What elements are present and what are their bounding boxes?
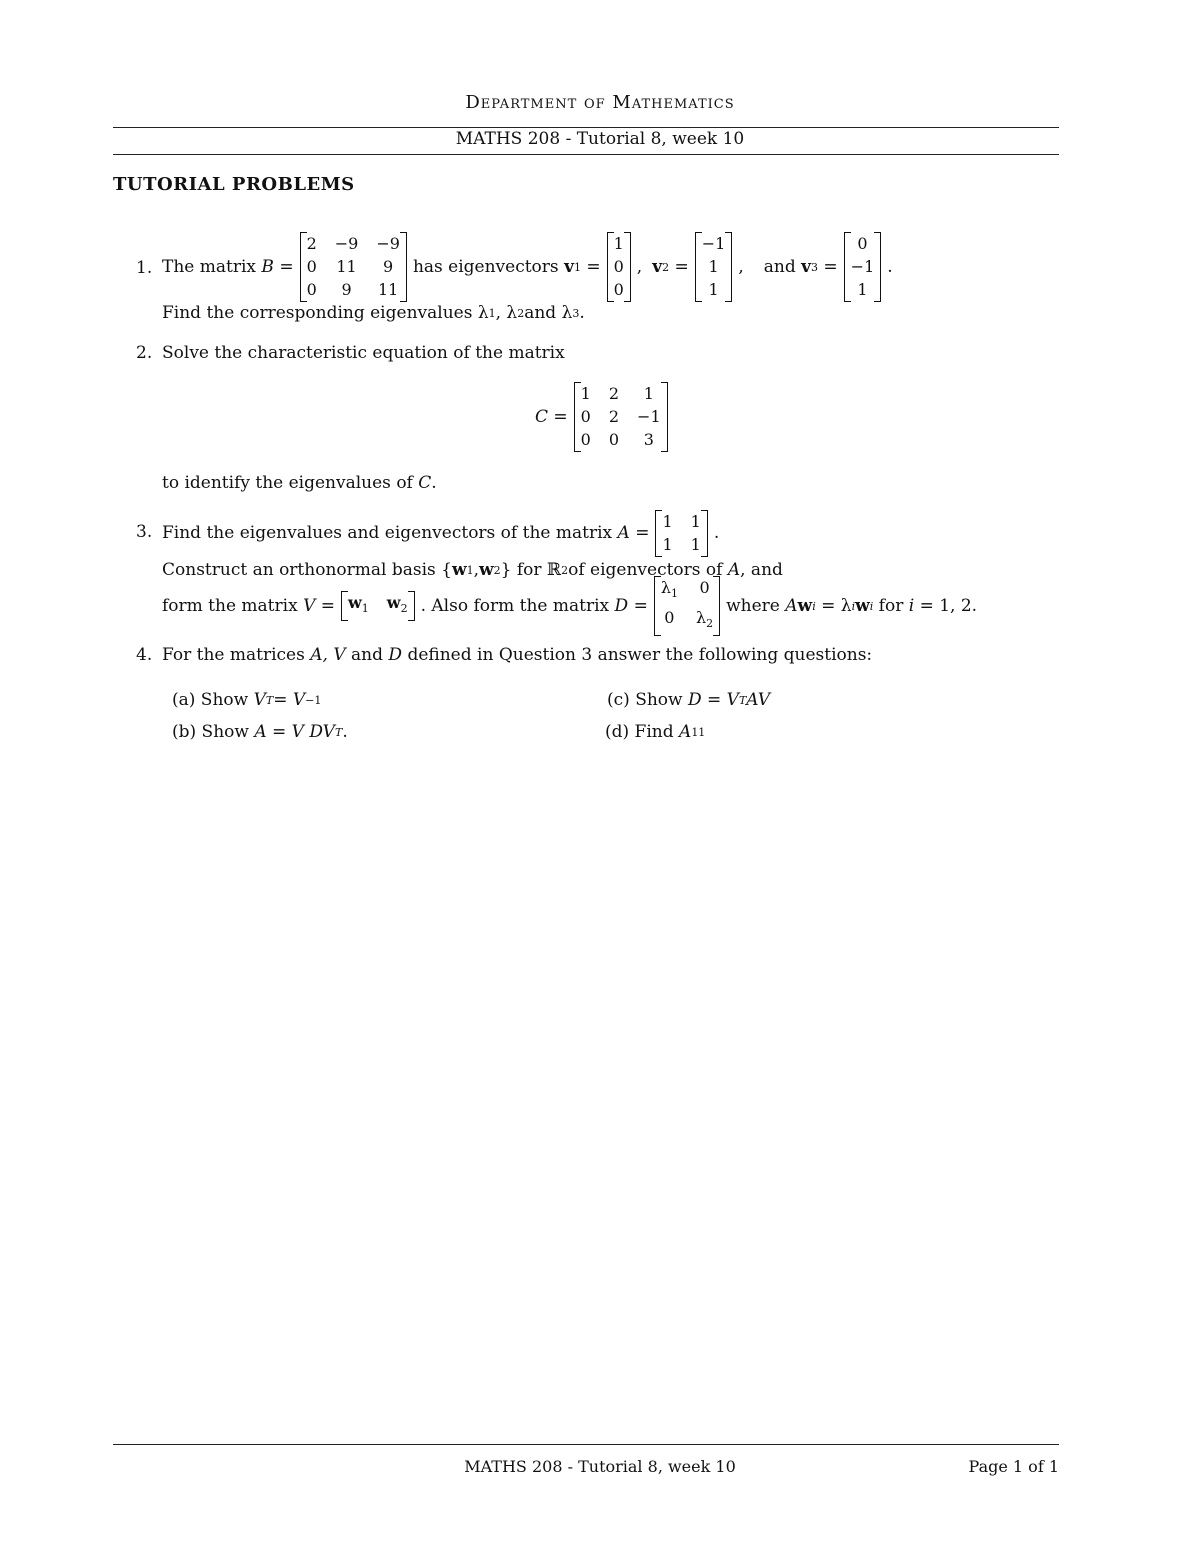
q3-number: 3.	[136, 522, 153, 542]
matrix-a: 1 1 1 1	[655, 511, 707, 556]
q4-part-b: (b) Show A = V DV T .	[172, 722, 348, 742]
q1-line1: The matrix B = 2 −9 −9 0 11 9 0 9 11 has eigenvectors v 1 = 1 0 0 , v 2 = −1 1 1 , and v 3 = 0 −1 1 .	[162, 234, 893, 299]
q3-line1: Find the eigenvalues and eigenvectors of the matrix A = 1 1 1 1 .	[162, 511, 720, 554]
department-header: Department of Mathematics	[465, 92, 735, 113]
q1-line2: Find the corresponding eigenvalues λ 1 , λ 2 and λ 3 .	[162, 303, 585, 323]
footer-course: MATHS 208 - Tutorial 8, week 10	[464, 1457, 736, 1476]
q1-number: 1.	[136, 258, 153, 278]
q2-matrix-line: C = 1 2 1 0 2 −1 0 0 3	[535, 382, 674, 452]
q2-number: 2.	[136, 343, 153, 363]
q2-text: Solve the characteristic equation of the matrix	[162, 343, 565, 363]
q1-intro: The matrix	[162, 257, 256, 277]
matrix-d: $\lambda_1$ 0 0 $\lambda_2$	[654, 577, 720, 634]
footer-rule	[113, 1444, 1059, 1445]
q4-part-d: (d) Find A 11	[605, 722, 706, 742]
q3-line3: form the matrix V = $w_1$ $w_2$ . Also form the matrix D = $\lambda_1$ 0 0 $\lambda_2$ where A w i = λ i w i for i = 1, 2.	[162, 582, 977, 630]
section-title: TUTORIAL PROBLEMS	[113, 174, 355, 195]
matrix-c: 1 2 1 0 2 −1 0 0 3	[574, 383, 668, 451]
q4-number: 4.	[136, 645, 153, 665]
vector-v1: 1 0 0	[607, 233, 631, 301]
page-number: Page 1 of 1	[968, 1457, 1059, 1476]
vector-v3: 0 −1 1	[844, 233, 882, 301]
q1-has-text: has eigenvectors	[412, 257, 559, 277]
q1-eq: =	[279, 257, 294, 277]
course-line: MATHS 208 - Tutorial 8, week 10	[455, 129, 745, 149]
header-rule-bottom	[113, 154, 1059, 155]
q4-part-a: (a) Show V T = V −1	[172, 690, 322, 710]
q1-b-name: B	[261, 257, 274, 277]
header-rule-top	[113, 127, 1059, 128]
q4-text: For the matrices A, V and D defined in Question 3 answer the following questions:	[162, 645, 873, 665]
q2-after: to identify the eigenvalues of C .	[162, 473, 437, 493]
vector-v2: −1 1 1	[695, 233, 733, 301]
q3-line2: Construct an orthonormal basis { w 1 , w 2 } for ℝ 2 of eigenvectors of A , and	[162, 560, 783, 580]
q4-part-c: (c) Show D = V T AV	[607, 690, 771, 710]
matrix-b: 2 −9 −9 0 11 9 0 9 11	[300, 233, 407, 301]
matrix-v: $w_1$ $w_2$	[341, 592, 415, 620]
